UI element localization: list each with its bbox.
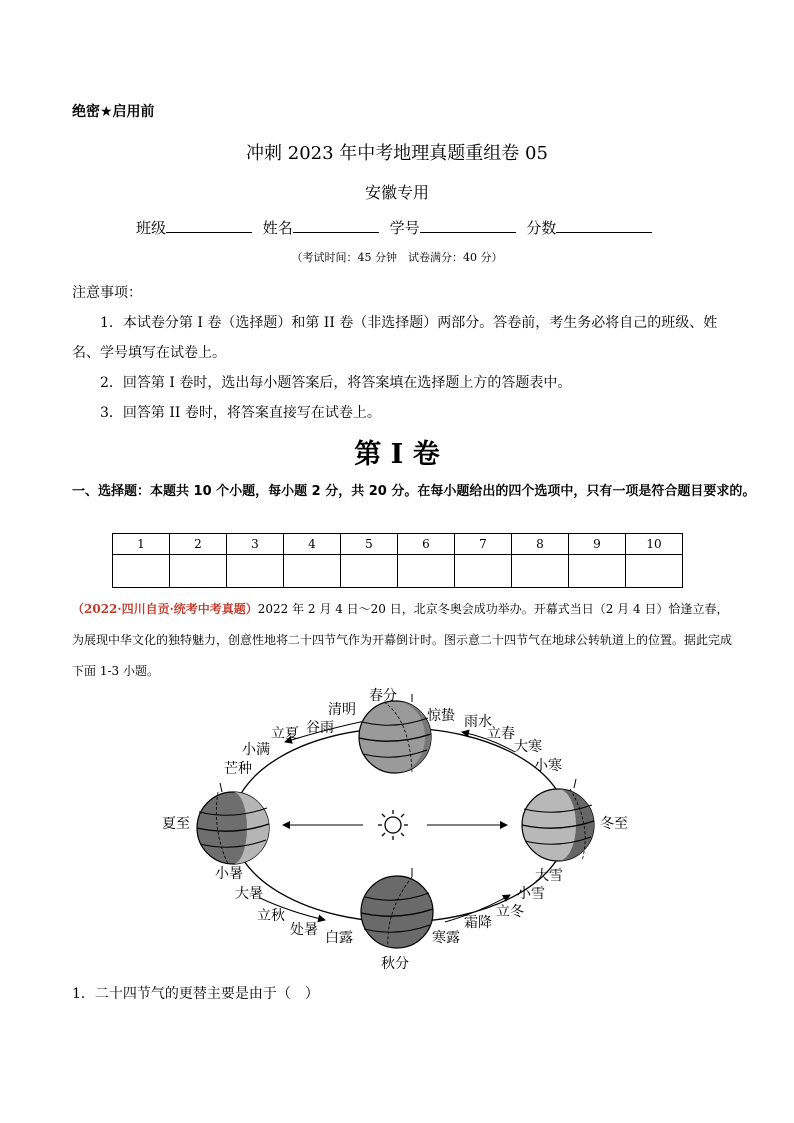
answer-cell[interactable] xyxy=(398,555,455,588)
class-label: 班级 xyxy=(136,219,167,237)
solar-terms-orbit-diagram xyxy=(150,680,650,980)
answer-number: 6 xyxy=(398,534,455,555)
answer-cell[interactable] xyxy=(512,555,569,588)
confidential-label: 绝密★启用前 xyxy=(72,104,155,120)
term-label: 大雪 xyxy=(535,868,563,884)
reading-passage xyxy=(72,594,732,687)
answer-cell[interactable] xyxy=(626,555,683,588)
notice-item-2: 2．回答第 I 卷时，选出每小题答案后，将答案填在选择题上方的答题表中。 xyxy=(100,375,572,391)
answer-cell[interactable] xyxy=(284,555,341,588)
answer-number: 1 xyxy=(113,534,170,555)
answer-number: 7 xyxy=(455,534,512,555)
student-info-line xyxy=(136,217,652,238)
term-label: 惊蛰 xyxy=(427,708,455,724)
answer-number: 5 xyxy=(341,534,398,555)
term-label: 清明 xyxy=(328,702,356,718)
term-label: 雨水 xyxy=(464,714,492,730)
notice-item-3: 3．回答第 II 卷时，将答案直接写在试卷上。 xyxy=(100,405,381,421)
answer-number-row xyxy=(113,534,683,555)
term-label: 大寒 xyxy=(514,739,542,755)
answer-cell[interactable] xyxy=(569,555,626,588)
term-label: 小满 xyxy=(242,742,270,758)
answer-number: 4 xyxy=(284,534,341,555)
exam-title: 冲刺 2023 年中考地理真题重组卷 05 xyxy=(246,143,548,164)
term-label: 立夏 xyxy=(271,726,299,742)
earth-icon xyxy=(197,783,269,864)
earth-icon xyxy=(361,868,433,948)
name-blank[interactable] xyxy=(293,218,379,233)
term-label: 霜降 xyxy=(464,915,492,931)
term-label: 白露 xyxy=(325,930,353,946)
term-label: 小暑 xyxy=(215,866,243,882)
term-label: 秋分 xyxy=(381,956,409,972)
term-label: 谷雨 xyxy=(306,720,334,736)
answer-table xyxy=(112,533,683,588)
part-title: 第 I 卷 xyxy=(354,439,440,470)
answer-cell[interactable] xyxy=(227,555,284,588)
notice-heading: 注意事项： xyxy=(72,285,142,301)
term-label: 夏至 xyxy=(162,816,190,832)
term-label: 寒露 xyxy=(432,930,460,946)
score-label: 分数 xyxy=(526,219,557,237)
answer-number: 10 xyxy=(626,534,683,555)
answer-number: 9 xyxy=(569,534,626,555)
question-1: 1．二十四节气的更替主要是由于（ ） xyxy=(72,986,319,1002)
term-label: 春分 xyxy=(369,688,397,704)
class-blank[interactable] xyxy=(166,218,252,233)
sun-icon xyxy=(378,810,408,840)
answer-cell[interactable] xyxy=(113,555,170,588)
term-label: 小寒 xyxy=(534,758,562,774)
answer-cell-row xyxy=(113,555,683,588)
term-label: 立冬 xyxy=(496,904,524,920)
answer-number: 3 xyxy=(227,534,284,555)
term-label: 小雪 xyxy=(517,886,545,902)
passage-source: （2022·四川自贡·统考中考真题） xyxy=(72,602,258,616)
term-label: 立秋 xyxy=(257,908,285,924)
score-blank[interactable] xyxy=(556,218,652,233)
answer-number: 8 xyxy=(512,534,569,555)
exam-subtitle: 安徽专用 xyxy=(364,183,429,202)
term-label: 芒种 xyxy=(224,761,252,777)
term-label: 冬至 xyxy=(600,816,628,832)
passage-text: 2022 年 2 月 4 日～20 日，北京冬奥会成功举办。开幕式当日（2 月 4 日）恰逢立春，为展现中华文化的独特魅力，创意性地将二十四节气作为开幕倒计时。图示意二十四节气在地球公转轨道上的位置。据此完成下面 1-3 小题。 xyxy=(72,602,733,678)
notice-item-1: 1．本试卷分第 I 卷（选择题）和第 II 卷（非选择题）两部分。答卷前，考生务必将自己的班级、姓名、学号填写在试卷上。 xyxy=(72,315,718,361)
earth-icon xyxy=(522,779,594,861)
term-label: 大暑 xyxy=(235,886,263,902)
answer-cell[interactable] xyxy=(170,555,227,588)
answer-cell[interactable] xyxy=(341,555,398,588)
answer-cell[interactable] xyxy=(455,555,512,588)
section-heading: 一、选择题：本题共 10 个小题，每小题 2 分，共 20 分。在每小题给出的四个选项中，只有一项是符合题目要求的。 xyxy=(72,484,756,499)
name-label: 姓名 xyxy=(262,219,293,237)
exam-time: （考试时间：45 分钟 试卷满分：40 分） xyxy=(291,251,503,264)
earth-icon xyxy=(359,694,431,773)
term-label: 立春 xyxy=(487,726,515,742)
term-label: 处暑 xyxy=(290,922,318,938)
student-id-label: 学号 xyxy=(389,219,420,237)
answer-number: 2 xyxy=(170,534,227,555)
student-id-blank[interactable] xyxy=(420,218,516,233)
